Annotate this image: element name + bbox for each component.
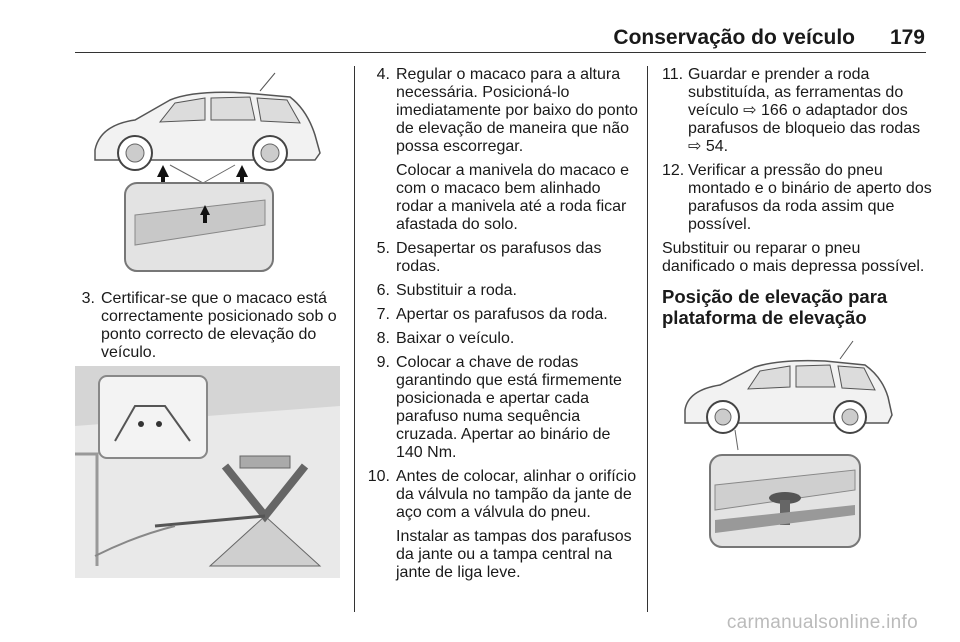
step-4 bbox=[370, 66, 645, 156]
column-divider bbox=[647, 66, 648, 612]
step-3 bbox=[75, 290, 345, 362]
step-8 bbox=[370, 330, 645, 348]
step-11 bbox=[662, 66, 937, 156]
step-number: 10. bbox=[367, 468, 390, 485]
step-number: 7. bbox=[376, 306, 390, 323]
step-text: Apertar os parafusos da roda. bbox=[396, 306, 608, 323]
column-divider bbox=[354, 66, 355, 612]
step-number: 11. bbox=[662, 66, 684, 83]
header-rule bbox=[75, 52, 926, 53]
step-text: Desapertar os parafusos das rodas. bbox=[396, 240, 602, 275]
step-number: 6. bbox=[376, 282, 390, 299]
step-10-detail: Instalar as tampas dos parafusos da jante ou a tampa central na jante de liga leve. bbox=[396, 528, 632, 581]
step-text: Verificar a pressão do pneu montado e o binário de aperto dos parafusos da roda assim que possível. bbox=[688, 162, 932, 233]
step-7 bbox=[370, 306, 645, 324]
jack-position-figure bbox=[75, 366, 340, 578]
step-number: 9. bbox=[376, 354, 390, 371]
column-1 bbox=[75, 290, 345, 368]
step-number: 5. bbox=[376, 240, 390, 257]
step-4-detail: Colocar a manivela do macaco e com o macaco bem alinhado rodar a manivela até a roda ficar afastada do solo. bbox=[396, 162, 630, 233]
column-2 bbox=[367, 66, 645, 588]
car-jacking-points-figure bbox=[75, 65, 340, 277]
lift-platform-figure bbox=[660, 335, 926, 550]
column-3 bbox=[662, 66, 937, 328]
step-text: Substituir a roda. bbox=[396, 282, 517, 299]
step-text: Certificar-se que o macaco está correctamente posicionado sob o ponto correcto de elevação do veículo. bbox=[101, 290, 337, 361]
step-number: 12. bbox=[662, 162, 685, 179]
note-text: Substituir ou reparar o pneu danificado o mais depressa possível. bbox=[662, 240, 925, 275]
step-6 bbox=[370, 282, 645, 300]
section-heading: Posição de elevação para plataforma de elevação bbox=[662, 286, 888, 328]
step-12 bbox=[662, 162, 937, 234]
step-number: 4. bbox=[376, 66, 390, 83]
page-number: 179 bbox=[889, 26, 925, 49]
step-9 bbox=[370, 354, 645, 462]
step-text: Regular o macaco para a altura necessária. Posicioná-lo imediatamente por baixo do ponto de elevação de maneira que não possa escorregar. bbox=[396, 66, 638, 155]
step-text: Guardar e prender a roda substituída, as ferramentas do veículo ⇨ 166 o adaptador dos parafusos de bloqueio das rodas ⇨ 54. bbox=[688, 66, 921, 155]
step-number: 3. bbox=[81, 290, 95, 307]
section-title: Conservação do veículo bbox=[613, 26, 855, 49]
step-text: Baixar o veículo. bbox=[396, 330, 515, 347]
step-number: 8. bbox=[376, 330, 390, 347]
watermark: carmanualsonline.info bbox=[726, 612, 918, 633]
step-text: Colocar a chave de rodas garantindo que está firmemente posicionada e apertar cada parafuso numa sequência cruzada. Apertar ao binário de 140 Nm. bbox=[396, 354, 622, 461]
step-10 bbox=[367, 468, 645, 522]
step-5 bbox=[370, 240, 645, 276]
step-text: Antes de colocar, alinhar o orifício da válvula no tampão da jante de aço com a válvula do pneu. bbox=[396, 468, 637, 521]
